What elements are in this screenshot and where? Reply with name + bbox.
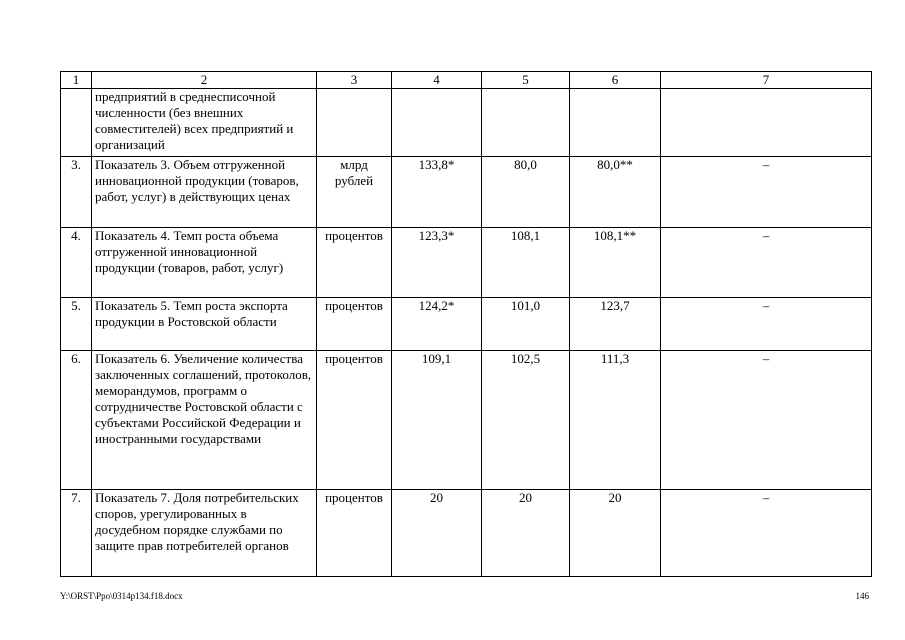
value-cell-col6: 111,3 xyxy=(570,351,661,490)
unit-cell: млрд рублей xyxy=(317,157,392,228)
value-cell-col5: 108,1 xyxy=(482,228,570,298)
column-header: 2 xyxy=(92,72,317,89)
row-number-cell: 6. xyxy=(61,351,92,490)
indicator-name-cell: Показатель 5. Темп роста экспорта продукции в Ростовской области xyxy=(92,298,317,351)
value-cell-col4: 109,1 xyxy=(392,351,482,490)
column-header: 4 xyxy=(392,72,482,89)
indicator-name-cell: предприятий в среднесписочной численности (без внешних совместителей) всех предприятий и организаций xyxy=(92,89,317,157)
value-cell-col4: 123,3* xyxy=(392,228,482,298)
unit-cell xyxy=(317,89,392,157)
value-cell-col4 xyxy=(392,89,482,157)
row-number-cell: 7. xyxy=(61,490,92,577)
value-cell-col5: 20 xyxy=(482,490,570,577)
column-header: 3 xyxy=(317,72,392,89)
table-row xyxy=(61,157,872,228)
column-header: 1 xyxy=(61,72,92,89)
indicator-name-cell: Показатель 6. Увеличение количества заключенных соглашений, протоколов, меморандумов, программ о сотрудничестве Ростовской области с субъектами Российской Федерации и иностранными государствами xyxy=(92,351,317,490)
file-path-footer: Y:\ORST\Ppo\0314p134.f18.docx xyxy=(60,591,183,601)
note-cell-col7: – xyxy=(661,298,872,351)
value-cell-col4: 20 xyxy=(392,490,482,577)
table-row xyxy=(61,490,872,577)
column-number-header-row xyxy=(61,72,872,89)
column-header: 5 xyxy=(482,72,570,89)
table-row xyxy=(61,89,872,157)
value-cell-col6: 20 xyxy=(570,490,661,577)
indicator-name-cell: Показатель 3. Объем отгруженной инновационной продукции (товаров, работ, услуг) в действующих ценах xyxy=(92,157,317,228)
note-cell-col7 xyxy=(661,89,872,157)
value-cell-col6: 108,1** xyxy=(570,228,661,298)
value-cell-col5 xyxy=(482,89,570,157)
indicator-name-cell: Показатель 4. Темп роста объема отгруженной инновационной продукции (товаров, работ, услуг) xyxy=(92,228,317,298)
value-cell-col5: 80,0 xyxy=(482,157,570,228)
note-cell-col7: – xyxy=(661,490,872,577)
note-cell-col7: – xyxy=(661,157,872,228)
value-cell-col6: 80,0** xyxy=(570,157,661,228)
row-number-cell: 4. xyxy=(61,228,92,298)
unit-cell: процентов xyxy=(317,351,392,490)
unit-cell: процентов xyxy=(317,298,392,351)
unit-cell: процентов xyxy=(317,490,392,577)
note-cell-col7: – xyxy=(661,228,872,298)
indicator-name-cell: Показатель 7. Доля потребительских споров, урегулированных в досудебном порядке службами по защите прав потребителей органов xyxy=(92,490,317,577)
table-row xyxy=(61,298,872,351)
page-number: 146 xyxy=(855,591,869,601)
value-cell-col6 xyxy=(570,89,661,157)
value-cell-col4: 124,2* xyxy=(392,298,482,351)
table-row xyxy=(61,228,872,298)
column-header: 7 xyxy=(661,72,872,89)
table-row xyxy=(61,351,872,490)
column-header: 6 xyxy=(570,72,661,89)
value-cell-col5: 102,5 xyxy=(482,351,570,490)
unit-cell: процентов xyxy=(317,228,392,298)
value-cell-col6: 123,7 xyxy=(570,298,661,351)
indicators-table xyxy=(60,71,872,577)
value-cell-col5: 101,0 xyxy=(482,298,570,351)
row-number-cell: 5. xyxy=(61,298,92,351)
note-cell-col7: – xyxy=(661,351,872,490)
row-number-cell: 3. xyxy=(61,157,92,228)
row-number-cell xyxy=(61,89,92,157)
value-cell-col4: 133,8* xyxy=(392,157,482,228)
